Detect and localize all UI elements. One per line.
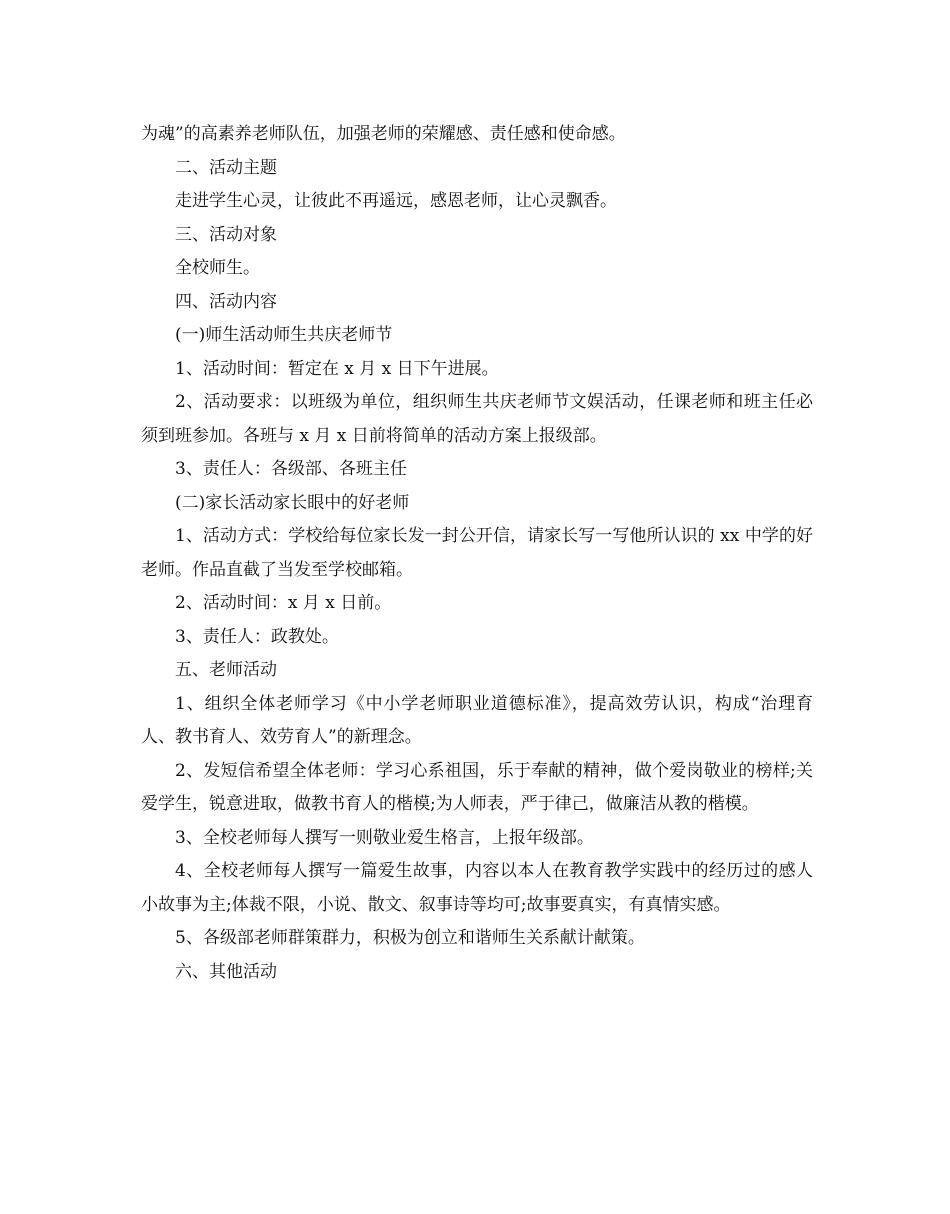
document-page: [141, 118, 813, 989]
paragraph-item: 1、活动方式：学校给每位家长发一封公开信，请家长写一写他所认识的 xx 中学的好老师。作品直截了当发至学校邮箱。: [141, 526, 813, 580]
paragraph-item: 3、全校老师每人撰写一则敬业爱生格言，上报年级部。: [175, 827, 594, 848]
paragraph-item: 1、组织全体老师学习《中小学老师职业道德标准》，提高效劳认识，构成“治理育人、教书育人、效劳育人”的新理念。: [141, 693, 813, 747]
paragraph-item: 2、活动时间：x 月 x 日前。: [175, 593, 392, 613]
heading-teacher-activity: 五、老师活动: [175, 660, 277, 680]
paragraph-item: 1、活动时间：暂定在 x 月 x 日下午进展。: [175, 358, 499, 379]
subheading-teacher-student: (一)师生活动师生共庆老师节: [175, 325, 393, 345]
paragraph-continued: 为魂”的高素养老师队伍，加强老师的荣耀感、责任感和使命感。: [141, 124, 626, 144]
paragraph-item: 3、责任人：政教处。: [175, 626, 339, 647]
paragraph-theme: 走进学生心灵，让彼此不再遥远，感恩老师，让心灵飘香。: [175, 191, 617, 211]
paragraph-target: 全校师生。: [175, 258, 260, 278]
paragraph-item: 4、全校老师每人撰写一篇爱生故事，内容以本人在教育教学实践中的经历过的感人小故事为主;体裁不限，小说、散文、叙事诗等均可;故事要真实，有真情实感。: [141, 861, 813, 915]
heading-activity-target: 三、活动对象: [175, 224, 277, 245]
paragraph-item: 2、发短信希望全体老师：学习心系祖国，乐于奉献的精神，做个爱岗敬业的榜样;关爱学生，锐意进取，做教书育人的楷模;为人师表，严于律己，做廉洁从教的楷模。: [141, 760, 813, 814]
heading-other-activities: 六、其他活动: [175, 961, 277, 982]
paragraph-item: 2、活动要求：以班级为单位，组织师生共庆老师节文娱活动，任课老师和班主任必须到班参加。各班与 x 月 x 日前将简单的活动方案上报级部。: [141, 392, 813, 446]
paragraph-item: 3、责任人：各级部、各班主任: [175, 459, 407, 479]
heading-activity-content: 四、活动内容: [175, 291, 277, 312]
subheading-parent-activity: (二)家长活动家长眼中的好老师: [175, 492, 410, 513]
heading-activity-theme: 二、活动主题: [175, 157, 277, 178]
paragraph-item: 5、各级部老师群策群力，积极为创立和谐师生关系献计献策。: [175, 928, 645, 948]
